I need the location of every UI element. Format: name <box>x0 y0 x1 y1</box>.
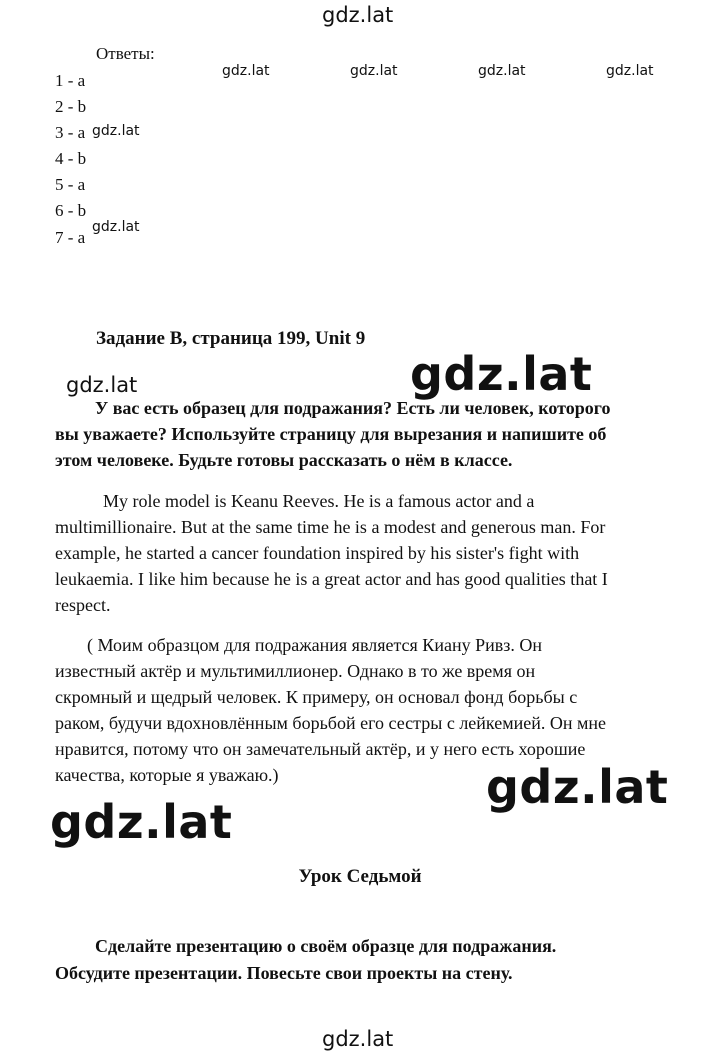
answer-item: 3 - a <box>55 123 86 142</box>
question-line: вы уважаете? Используйте страницу для вырезания и напишите об <box>55 424 607 444</box>
watermark-big-heading: gdz.lat <box>410 347 593 401</box>
paragraph-line: My role model is Keanu Reeves. He is a famous actor and a <box>103 491 535 511</box>
watermark-row: gdz.lat <box>350 63 398 79</box>
answer-item: 1 - a <box>55 71 86 90</box>
paragraph-line: скромный и щедрый человек. К примеру, он основал фонд борьбы с <box>55 687 578 707</box>
paragraph-line: ( Моим образцом для подражания является Киану Ривз. Он <box>87 635 542 655</box>
watermark-bottom: gdz.lat <box>322 1027 394 1051</box>
answer-item: 5 - a <box>55 175 86 194</box>
paragraph-line: multimillionaire. But at the same time he is a modest and generous man. For <box>55 517 606 537</box>
lesson-task <box>55 933 695 987</box>
english-paragraph <box>55 488 695 618</box>
paragraph-line: известный актёр и мультимиллионер. Однако в то же время он <box>55 661 536 681</box>
watermark-row: gdz.lat <box>222 63 270 79</box>
question-line: этом человеке. Будьте готовы рассказать о нём в классе. <box>55 450 513 470</box>
task-line: Обсудите презентации. Повесьте свои проекты на стену. <box>55 963 513 983</box>
watermark-answer7: gdz.lat <box>92 219 140 235</box>
paragraph-line: качества, которые я уважаю.) <box>55 765 279 785</box>
answer-item: 7 - a <box>55 228 86 247</box>
task-b-heading: Задание B, страница 199, Unit 9 <box>96 328 366 349</box>
watermark-answer3: gdz.lat <box>92 123 140 139</box>
lesson-title: Урок Седьмой <box>298 866 422 887</box>
watermark-big-left: gdz.lat <box>50 795 233 849</box>
watermark-top: gdz.lat <box>322 3 394 27</box>
task-b-question <box>55 395 695 473</box>
paragraph-line: раком, будучи вдохновлённым борьбой его сестры с лейкемией. Он мне <box>55 713 606 733</box>
paragraph-line: respect. <box>55 595 111 615</box>
answers-label: Ответы: <box>96 44 155 63</box>
watermark-row: gdz.lat <box>478 63 526 79</box>
paragraph-line: нравится, потому что он замечательный актёр, и у него есть хорошие <box>55 739 586 759</box>
watermark-row: gdz.lat <box>606 63 654 79</box>
paragraph-line: example, he started a cancer foundation inspired by his sister's fight with <box>55 543 580 563</box>
question-line: У вас есть образец для подражания? Есть ли человек, которого <box>95 398 611 418</box>
answer-item: 2 - b <box>55 97 87 116</box>
watermark-left-mid: gdz.lat <box>66 373 138 397</box>
answer-item: 6 - b <box>55 201 87 220</box>
paragraph-line: leukaemia. I like him because he is a great actor and has good qualities that I <box>55 569 608 589</box>
task-line: Сделайте презентацию о своём образце для подражания. <box>95 936 557 956</box>
answer-item: 4 - b <box>55 149 87 168</box>
watermark-big-right: gdz.lat <box>486 760 669 814</box>
